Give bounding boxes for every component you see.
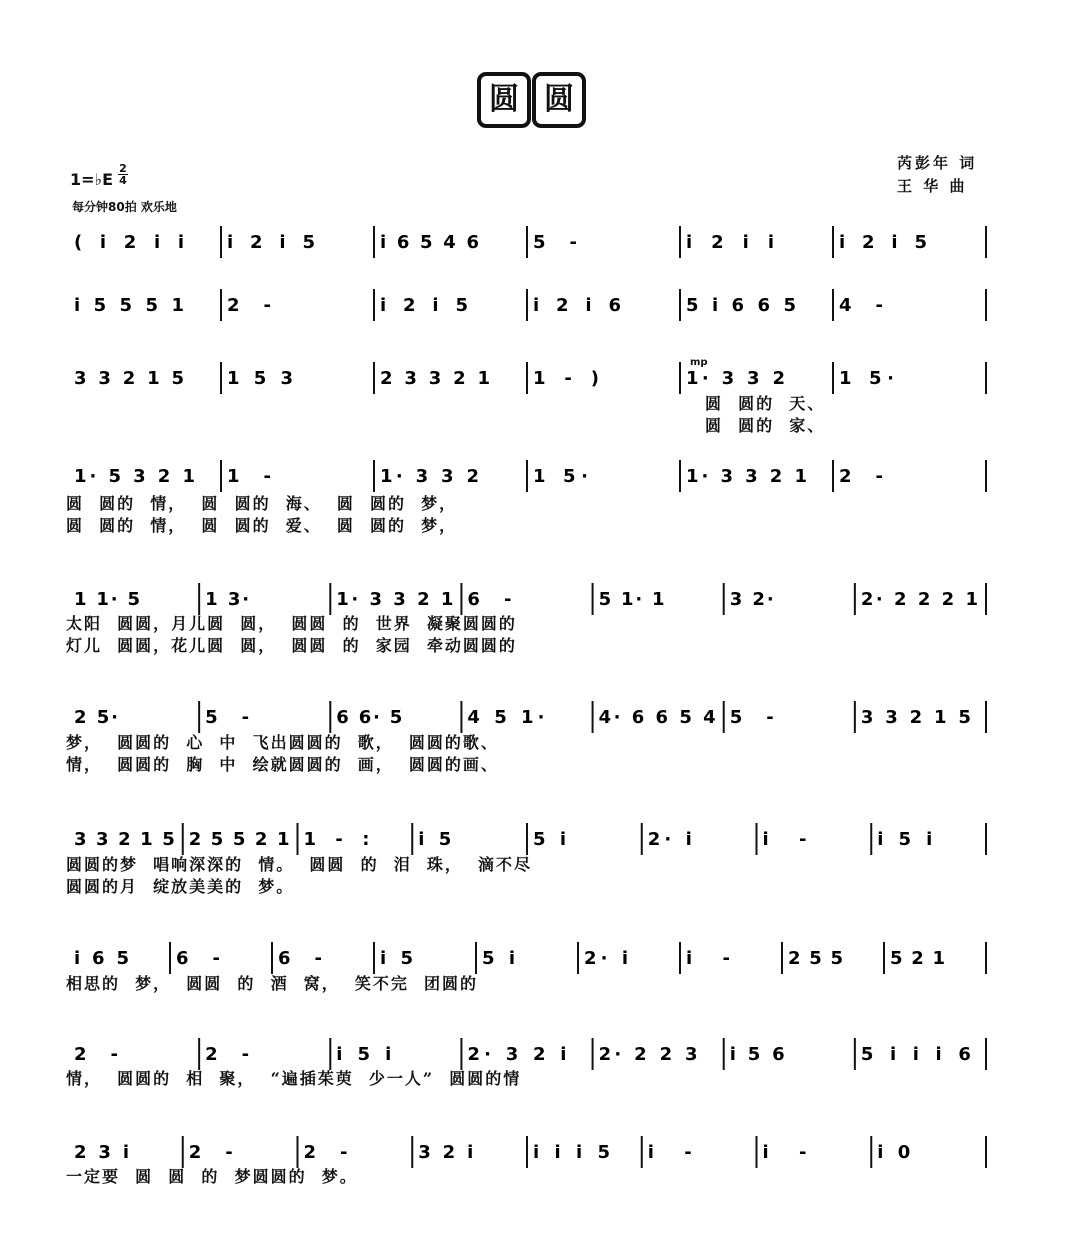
lyric-line: 圆圆的月 绽放美美的 梦。: [66, 877, 295, 896]
measure: ( i 2 i i: [74, 232, 184, 253]
measure: 6 -: [176, 948, 220, 969]
measure: 1 5·: [839, 368, 894, 389]
measure: 3 3 2 1 5: [860, 707, 971, 728]
measure: 1 - :: [303, 829, 370, 850]
measure: 4 5 1·: [467, 707, 545, 728]
measure: i 5 i: [336, 1044, 392, 1065]
measure: 6 -: [467, 589, 512, 610]
time-signature: 2 4: [119, 162, 127, 187]
lyric-line: 一定要 圆 圆 的 梦圆圆的 梦。: [66, 1167, 358, 1186]
measure: 2· 2 2 2 1: [860, 589, 978, 610]
measure: 1· 3 3 2: [380, 466, 479, 487]
measure: i -: [686, 948, 730, 969]
measure: i 5: [380, 948, 413, 969]
measure: i -: [762, 1142, 807, 1163]
key-signature: 1=♭E: [70, 170, 114, 189]
measure: 1 - ): [533, 368, 599, 389]
lyric-line: 圆 圆的 天、: [705, 394, 826, 413]
title-char-1: 圆: [477, 72, 531, 128]
measure: i 2 i 6: [533, 295, 621, 316]
measure: 2· 3 2 i: [467, 1044, 567, 1065]
measure: 5 1· 1: [598, 589, 665, 610]
lyric-line: 相思的 梦， 圆圆 的 酒 窝， 笑不完 团圆的: [66, 974, 478, 993]
tempo-marking: 每分钟80拍 欢乐地: [72, 200, 177, 214]
measure: 2 -: [74, 1044, 118, 1065]
measure: i 5: [418, 829, 452, 850]
measure: 2 -: [303, 1142, 348, 1163]
measure: 5 2 1: [890, 948, 945, 969]
title-char-2: 圆: [532, 72, 586, 128]
measure: i -: [647, 1142, 692, 1163]
measure: i 6 5 4 6: [380, 232, 479, 253]
measure: 1· 5 3 2 1: [74, 466, 195, 487]
measure: 6 6· 5: [336, 707, 403, 728]
measure: i -: [762, 829, 807, 850]
measure: 6 -: [278, 948, 322, 969]
measure: 3 3 2 1 5: [74, 368, 184, 389]
lyric-line: 圆 圆的 情， 圆 圆的 爱、 圆 圆的 梦，: [66, 516, 458, 535]
lyric-line: 梦， 圆圆的 心 中 飞出圆圆的 歌， 圆圆的歌、: [66, 733, 499, 752]
measure: i 6 5: [74, 948, 129, 969]
measure: 2 -: [839, 466, 883, 487]
measure: 5 i i i 6: [860, 1044, 971, 1065]
lyric-line: 圆 圆的 家、: [705, 416, 826, 435]
measure: i 5 5 5 1: [74, 295, 184, 316]
measure: 4 -: [839, 295, 883, 316]
measure: i 2 i 5: [227, 232, 315, 253]
measure: 1 5·: [533, 466, 588, 487]
measure: 1 3·: [205, 589, 250, 610]
measure: 5 -: [729, 707, 774, 728]
measure: i 2 i i: [686, 232, 774, 253]
measure: 1 5 3: [227, 368, 293, 389]
measure: 5 -: [205, 707, 250, 728]
measure: 3 2·: [729, 589, 774, 610]
measure: 2 3 3 2 1: [380, 368, 490, 389]
lyric-line: 圆圆的梦 唱响深深的 情。 圆圆 的 泪 珠， 滴不尽: [66, 855, 532, 874]
measure: i 2 i 5: [839, 232, 927, 253]
measure: 2· i: [584, 948, 628, 969]
lyric-line: 灯儿 圆圆，花儿圆 圆， 圆圆 的 家园 牵动圆圆的: [66, 636, 517, 655]
measure: 2 5·: [74, 707, 118, 728]
measure: 4· 6 6 5 4: [598, 707, 716, 728]
measure: i 5 i: [877, 829, 933, 850]
measure: i 5 6: [729, 1044, 785, 1065]
measure: 1 1· 5: [74, 589, 140, 610]
composer-credit: 王 华 曲: [897, 177, 968, 195]
measure: 2 5 5 2 1: [188, 829, 290, 850]
measure: 1· 3 3 2 1: [336, 589, 454, 610]
measure: 1 -: [227, 466, 271, 487]
measure: 5 -: [533, 232, 577, 253]
lyric-line: 情， 圆圆的 相 聚， “遍插茱萸 少一人” 圆圆的情: [66, 1069, 522, 1088]
measure: 5 i: [482, 948, 515, 969]
measure: 3 3 2 1 5: [74, 829, 175, 850]
measure: 1· 3 3 2 1: [686, 466, 807, 487]
lyric-line: 情， 圆圆的 胸 中 绘就圆圆的 画， 圆圆的画、: [66, 755, 499, 774]
lyric-line: 圆 圆的 情， 圆 圆的 海、 圆 圆的 梦，: [66, 494, 458, 513]
measure: 5 i 6 6 5: [686, 295, 796, 316]
measure: 2 5 5: [788, 948, 843, 969]
measure: i 2 i 5: [380, 295, 468, 316]
measure: 3 2 i: [418, 1142, 474, 1163]
dynamic-marking: mp: [690, 357, 708, 368]
measure: i 0: [877, 1142, 911, 1163]
measure: 2· 2 2 3: [598, 1044, 698, 1065]
measure: 1· 3 3 2: [686, 368, 785, 389]
measure: 5 i: [533, 829, 566, 850]
measure: 2 -: [188, 1142, 233, 1163]
measure: 2 -: [227, 295, 271, 316]
lyricist-credit: 芮彭年 词: [897, 154, 978, 172]
measure: 2 3 i: [74, 1142, 129, 1163]
measure: 2· i: [647, 829, 692, 850]
lyric-line: 太阳 圆圆，月儿圆 圆， 圆圆 的 世界 凝聚圆圆的: [66, 614, 517, 633]
measure: i i i 5: [533, 1142, 610, 1163]
measure: 2 -: [205, 1044, 250, 1065]
